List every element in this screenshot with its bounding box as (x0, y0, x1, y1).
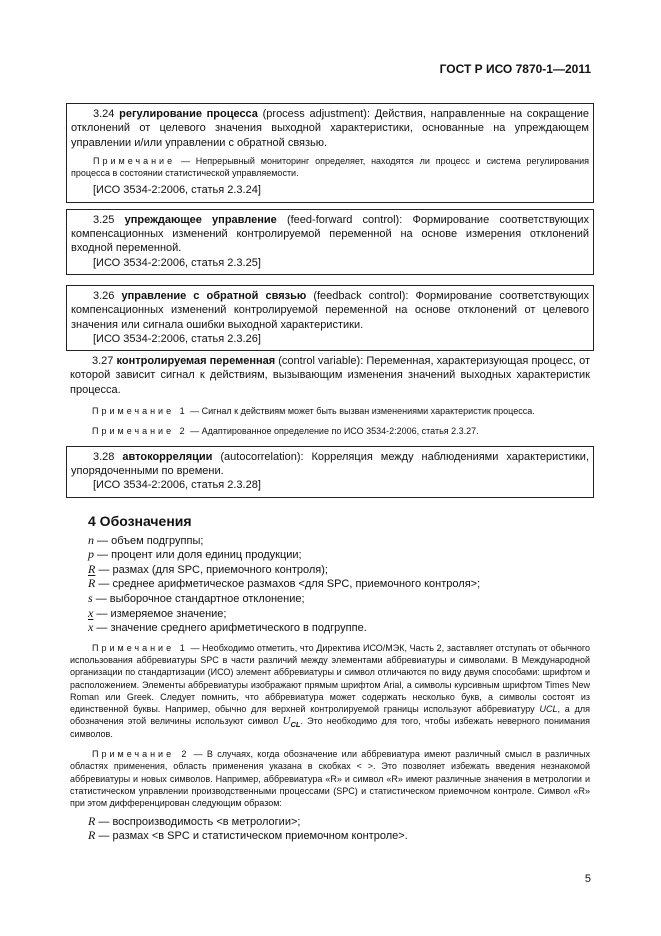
symbol: R (88, 828, 96, 843)
term-title: управление с обратной связью (121, 289, 307, 302)
note-text: , а для обозначения этой величины используют символ (70, 704, 590, 727)
note-2 (70, 748, 590, 809)
term-3-28 (66, 446, 594, 498)
term-3-26 (66, 285, 594, 351)
term-number: 3.28 (93, 450, 115, 463)
note-label: Примечание 2 (92, 749, 190, 760)
symbol-item (66, 534, 594, 549)
term-number: 3.27 (92, 355, 114, 368)
symbol: U (282, 715, 291, 728)
term-reference: [ИСО 3534-2:2006, статья 2.3.24] (93, 184, 261, 197)
symbol-item (66, 563, 594, 578)
symbol-definition: — значение среднего арифметического в подгруппе. (93, 622, 367, 635)
symbols-notes (66, 642, 594, 844)
symbol-definition: — объем подгруппы; (94, 534, 204, 547)
symbol: x (88, 605, 94, 620)
symbol: $\overline{R}$ (88, 576, 96, 591)
term-reference: [ИСО 3534-2:2006, статья 2.3.25] (93, 256, 261, 269)
symbol: R (88, 813, 96, 828)
note-text: — В случаях, когда обозначение или аббревиатура имеют различный смысл в различных областях применения, область применения указана в скобках < >. Это позволяет избежать введения незнакомой аббревиатуры и новых символов. Например, аббревиатура «R» и символ «R» имеют различные значения в метрологии и статистическом управлении производственными процессами (SPC) и статистическом приемочном контроле. Символ «R» при этом дифференцирован следующим образом: (70, 749, 590, 809)
symbol-item (66, 548, 594, 563)
note-label: Примечание 1 (92, 642, 188, 653)
note-text: — Непрерывный мониторинг определяет, находятся ли процесс и система регулирования процесса в состоянии статистической управляемости. (71, 155, 589, 179)
term-reference: [ИСО 3534-2:2006, статья 2.3.28] (93, 479, 261, 492)
note-1 (70, 642, 590, 740)
term-english: (feedback control): (313, 289, 409, 302)
symbol-definition: — размах <в SPC и статистическом приемочном контроле>. (95, 830, 408, 843)
term-reference: [ИСО 3534-2:2006, статья 2.3.26] (93, 332, 261, 345)
term-english: (control variable): (278, 355, 364, 368)
page-number: 5 (584, 872, 591, 885)
symbol-subscript: CL (290, 720, 301, 730)
note-text: — Сигнал к действиям может быть вызван изменениями характеристик процесса. (187, 406, 535, 417)
symbol: p (88, 547, 94, 562)
symbol-definition: — среднее арифметическое размахов <для SPC, приемочного контроля>; (95, 578, 481, 591)
symbol-definition: — измеряемое значение; (93, 607, 227, 620)
term-number: 3.26 (93, 289, 115, 302)
symbol-item (66, 592, 594, 607)
term-definition: Корреляция между наблюдениями характеристики, упорядоченными по времени. (71, 450, 589, 477)
term-3-27 (66, 354, 594, 437)
symbol-item (66, 621, 594, 636)
term-title: упреждающее управление (124, 213, 277, 226)
term-definition: Формирование соответствующих компенсационных изменений контролируемой переменной на основе отклонений от целевого значения или сигнала ошибки выходной характеристики. (71, 289, 589, 331)
note-label: Примечание 1 (92, 406, 188, 417)
term-definition: Формирование соответствующих компенсационных изменений контролируемой переменной на основе измерения отклонений входной переменной. (71, 213, 589, 255)
term-title: автокорреляции (122, 450, 213, 463)
abbreviation: UCL (539, 704, 558, 715)
symbol-item (66, 607, 594, 622)
term-3-24 (66, 103, 594, 203)
term-number: 3.24 (93, 108, 115, 120)
term-english: (feed-forward control): (286, 213, 403, 226)
r-definition-item (88, 829, 590, 844)
note-text: . Это необходимо для того, чтобы избежать неверного понимания символов. (70, 716, 591, 739)
symbol-item (66, 577, 594, 592)
section-heading: 4 Обозначения (88, 512, 192, 529)
term-english: (process adjustment): (262, 108, 371, 120)
symbol-definition: — воспроизводимость <в метрологии>; (95, 815, 301, 828)
document-header: ГОСТ Р ИСО 7870-1—2011 (439, 62, 591, 76)
note-label: Примечание (93, 155, 176, 166)
note-text: — Необходимо отметить, что Директива ИСО/МЭК, Часть 2, заставляет отступать от обычного использования аббревиатуры SPC в части различий между элементами аббревиатуры и символами. В Международной организации по стандартизации (ИСО) элемент аббревиатуры и символ отличаются по виду двумя способами: шрифтом и расположением. Элементы аббревиатуры изображают прямым шрифтом Arial, а символы курсивным шрифтом Times New Roman или Greek. Следует помнить, что аббревиатура может содержать несколько букв, а символы состоят из единственной буквы. Например, обычно для верхней контролируемой границы используют аббревиатуру (70, 642, 590, 715)
term-definition: Переменная, характеризующая процесс, от которой зависит сигнал к действиям, вызывающим изменения значений выходных характеристик процесса. (70, 355, 590, 396)
term-definition: Действия, направленные на сокращение отклонений от целевого значения выходной характеристики, основанные на упреждающем управлении и/или управлении с обратной связью. (71, 108, 590, 149)
term-title: регулирование процесса (119, 108, 258, 120)
symbol: R (88, 561, 96, 576)
term-english: (autocorrelation): (220, 450, 304, 463)
symbol-definition: — выборочное стандартное отклонение; (92, 592, 305, 605)
term-3-25 (66, 209, 594, 275)
symbol: n (88, 532, 94, 547)
symbol: $\overline{x}$ (88, 620, 94, 635)
note-label: Примечание 2 (92, 426, 188, 437)
symbols-list (66, 534, 594, 636)
symbol-definition: — размах (для SPC, приемочного контроля); (95, 563, 328, 576)
note-text: — Адаптированное определение по ИСО 3534-2:2006, статья 2.3.27. (187, 426, 479, 437)
r-definitions (70, 815, 590, 844)
symbol-definition: — процент или доля единиц продукции; (94, 549, 302, 562)
symbol: s (88, 590, 93, 605)
term-title: контролируемая переменная (116, 355, 276, 368)
r-definition-item (88, 815, 590, 830)
term-number: 3.25 (93, 213, 115, 226)
